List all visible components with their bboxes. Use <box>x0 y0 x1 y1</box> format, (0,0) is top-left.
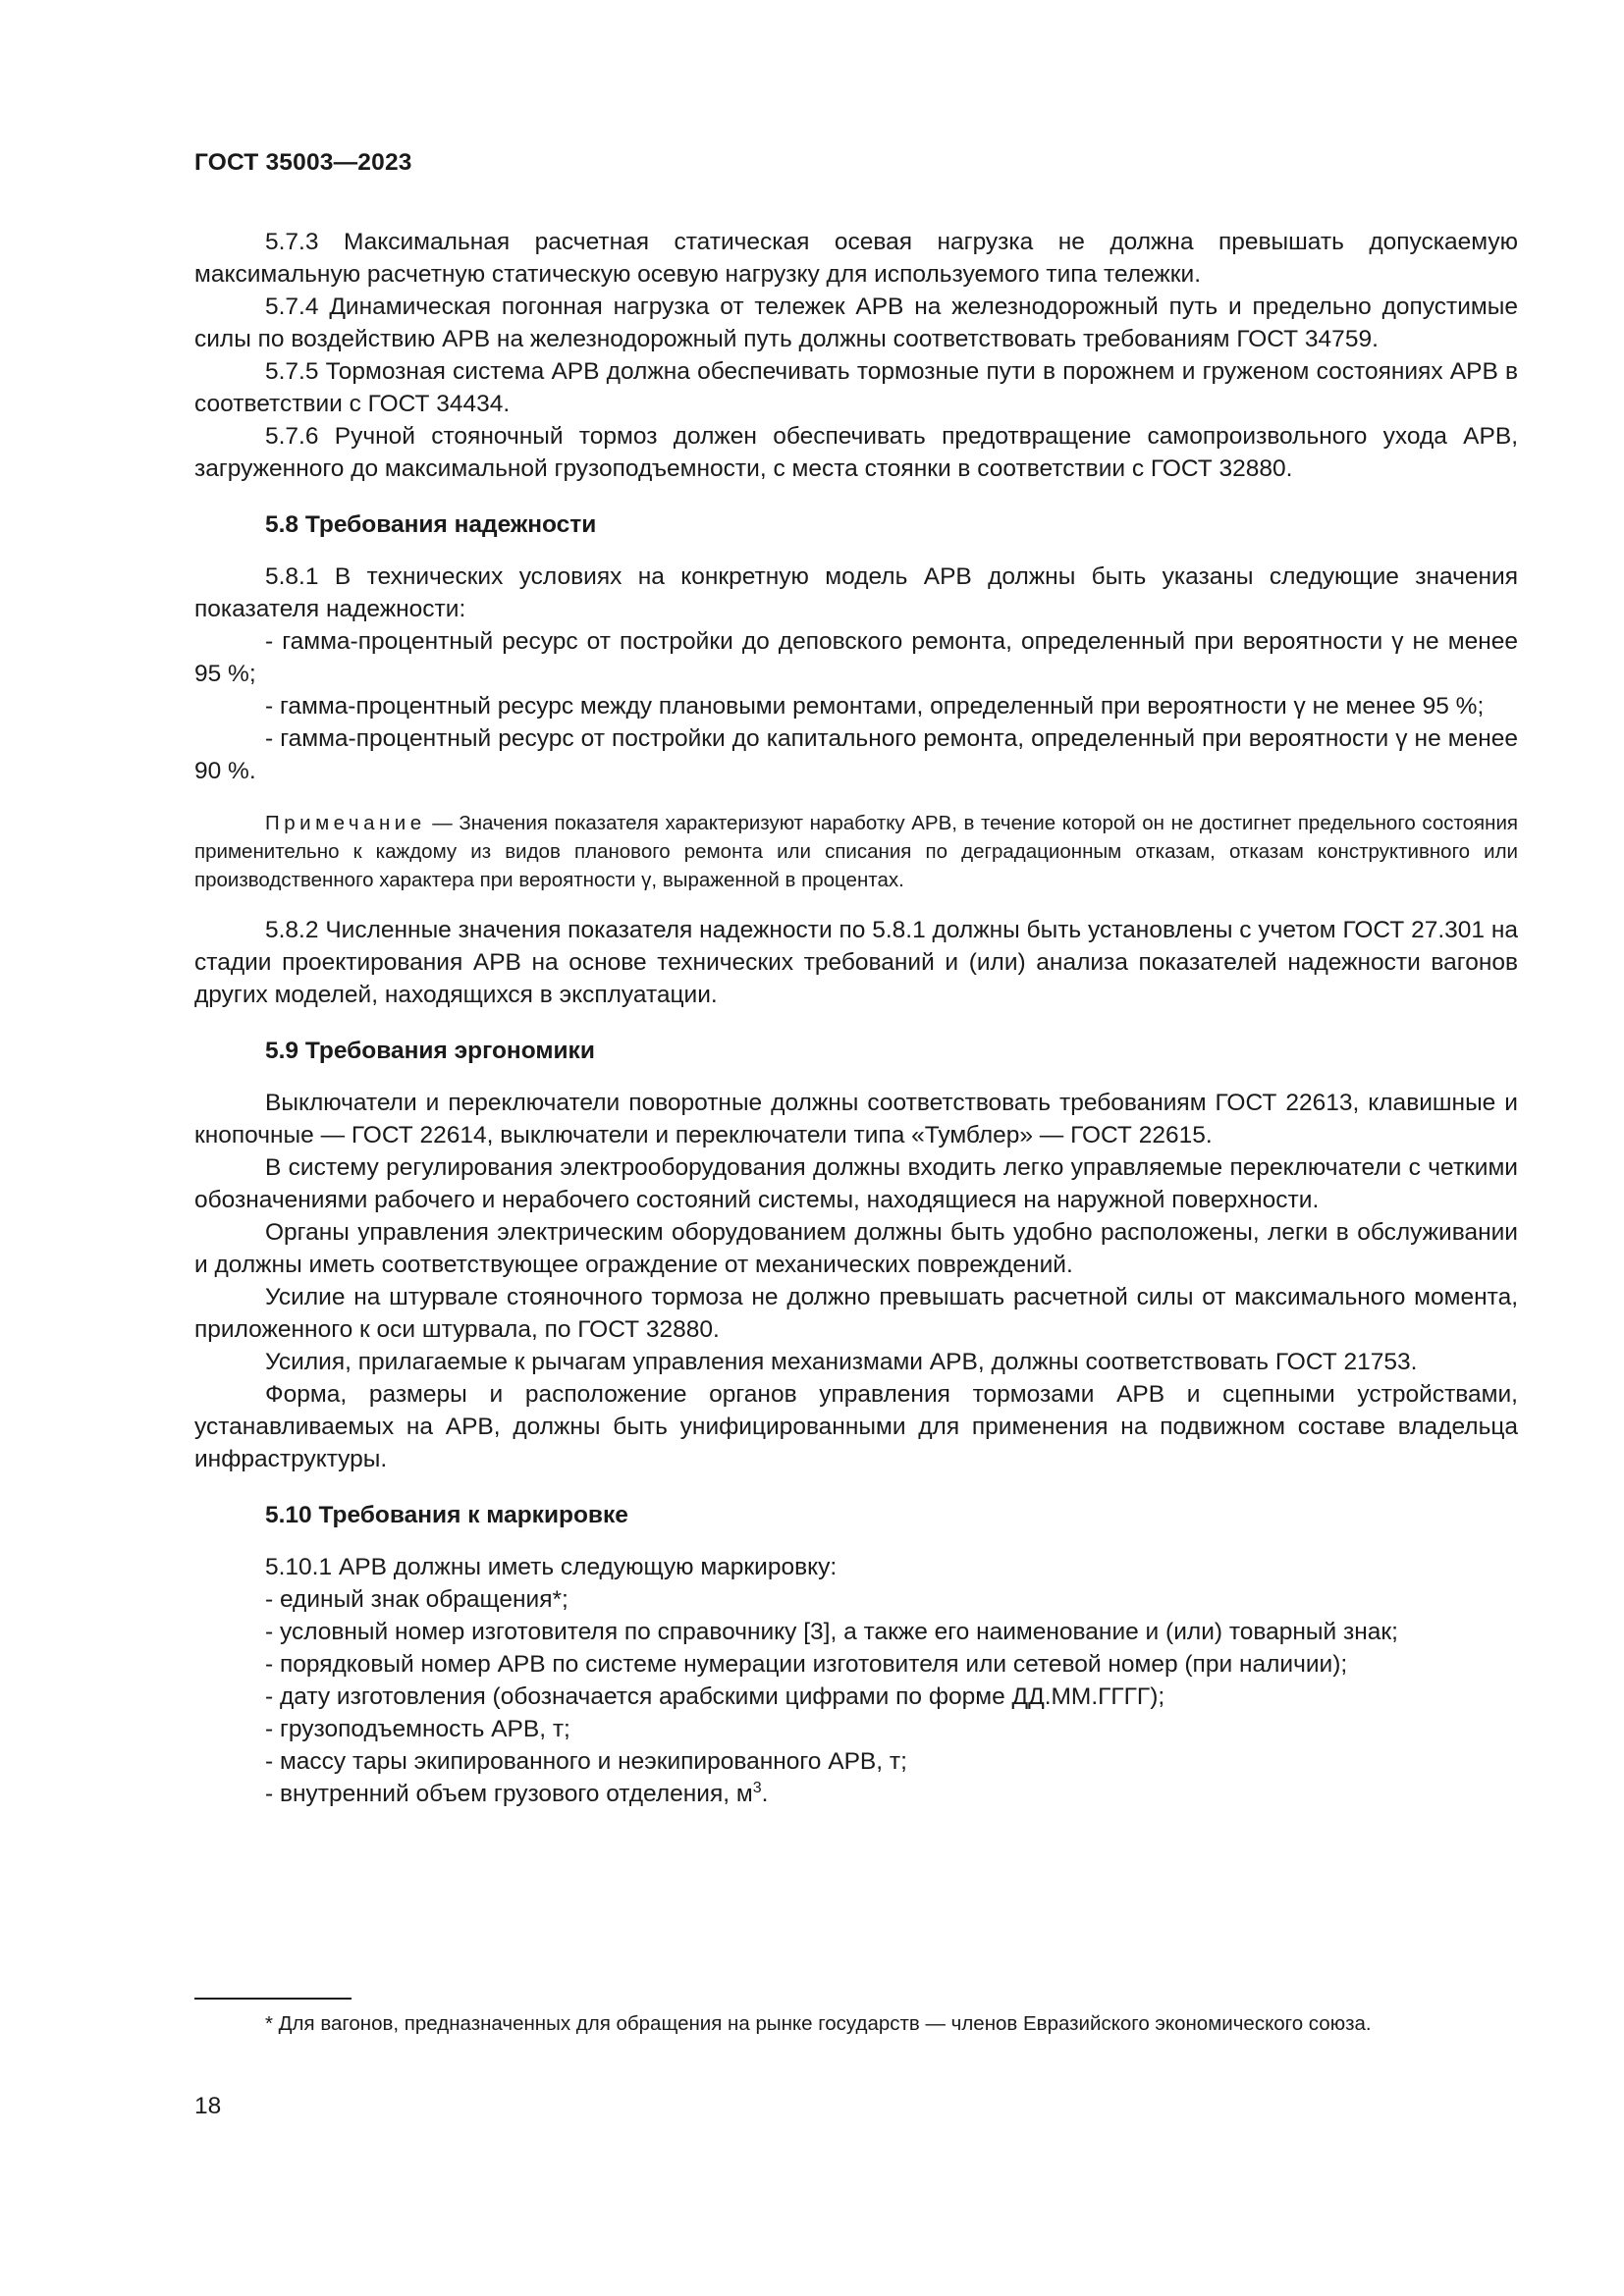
clause-5-10-1: 5.10.1 АРВ должны иметь следующую маркировку: <box>265 1554 838 1580</box>
clause-5-7-3: 5.7.3 Максимальная расчетная статическая осевая нагрузка не должна превышать допускаемую максимальную расчетную статическую осевую нагрузку для используемого типа тележки. <box>194 229 1518 288</box>
ergonomics-paragraph: Органы управления электрическим оборудованием должны быть удобно расположены, легки в обслуживании и должны иметь соответствующее ограждение от механических повреждений. <box>194 1219 1518 1278</box>
list-item-text: - внутренний объем грузового отделения, м <box>265 1781 753 1807</box>
list-item: - единый знак обращения*; <box>265 1586 568 1613</box>
list-item <box>194 1778 1518 1810</box>
clause-5-8-2: 5.8.2 Численные значения показателя надежности по 5.8.1 должны быть установлены с учетом ГОСТ 27.301 на стадии проектирования АРВ на основе технических требований и (или) анализа показателей надежности вагонов других моделей, находящихся в эксплуатации. <box>194 917 1518 1008</box>
ergonomics-paragraph: В систему регулирования электрооборудования должны входить легко управляемые переключатели с четкими обозначениями рабочего и нерабочего состояний системы, находящиеся на наружной поверхности. <box>194 1154 1518 1213</box>
list-item: - гамма-процентный ресурс от постройки до капитального ремонта, определенный при вероятности γ не менее 90 %. <box>194 725 1518 784</box>
clause-5-7-5: 5.7.5 Тормозная система АРВ должна обеспечивать тормозные пути в порожнем и груженом состояниях АРВ в соответствии с ГОСТ 34434. <box>194 358 1518 417</box>
list-item: - дату изготовления (обозначается арабскими цифрами по форме ДД.ММ.ГГГГ); <box>265 1683 1165 1710</box>
ergonomics-paragraph: Усилия, прилагаемые к рычагам управления механизмами АРВ, должны соответствовать ГОСТ 21753. <box>265 1349 1418 1375</box>
note-label: Примечание <box>265 812 426 834</box>
clause-5-7-4: 5.7.4 Динамическая погонная нагрузка от тележек АРВ на железнодорожный путь и предельно допустимые силы по воздействию АРВ на железнодорожный путь должны соответствовать требованиям ГОСТ 34759. <box>194 294 1518 352</box>
list-item: - грузоподъемность АРВ, т; <box>265 1716 570 1742</box>
list-item: - массу тары экипированного и неэкипированного АРВ, т; <box>265 1748 907 1775</box>
note-text: — Значения показателя характеризуют наработку АРВ, в течение которой он не достигнет предельного состояния применительно к каждому из видов планового ремонта или списания по деградационным отказам, отказам конструктивного или производственного характера при вероятности γ, выраженной в процентах. <box>194 812 1518 891</box>
list-item: - гамма-процентный ресурс от постройки до деповского ремонта, определенный при вероятности γ не менее 95 %; <box>194 628 1518 687</box>
footnote-divider <box>194 1998 352 2000</box>
section-heading-5-10: 5.10 Требования к маркировке <box>265 1502 628 1528</box>
document-header-id: ГОСТ 35003—2023 <box>194 149 412 176</box>
footnote: * Для вагонов, предназначенных для обращения на рынке государств — членов Евразийского экономического союза. <box>265 2012 1372 2035</box>
section-heading-5-9: 5.9 Требования эргономики <box>265 1038 595 1064</box>
note-paragraph <box>194 809 1518 894</box>
list-item: - порядковый номер АРВ по системе нумерации изготовителя или сетевой номер (при наличии); <box>265 1651 1348 1678</box>
ergonomics-paragraph: Усилие на штурвале стояночного тормоза не должно превышать расчетной силы от максимального момента, приложенного к оси штурвала, по ГОСТ 32880. <box>194 1284 1518 1343</box>
superscript: 3 <box>752 1779 762 1796</box>
page-number: 18 <box>194 2093 222 2119</box>
clause-5-8-1: 5.8.1 В технических условиях на конкретную модель АРВ должны быть указаны следующие значения показателя надежности: <box>194 563 1518 622</box>
section-heading-5-8: 5.8 Требования надежности <box>265 511 597 538</box>
document-body <box>194 226 1518 1810</box>
ergonomics-paragraph: Выключатели и переключатели поворотные должны соответствовать требованиям ГОСТ 22613, клавишные и кнопочные — ГОСТ 22614, выключатели и переключатели типа «Тумблер» — ГОСТ 22615. <box>194 1090 1518 1148</box>
list-item-end: . <box>761 1781 769 1807</box>
list-item: - условный номер изготовителя по справочнику [3], а также его наименование и (или) товарный знак; <box>265 1619 1398 1645</box>
clause-5-7-6: 5.7.6 Ручной стояночный тормоз должен обеспечивать предотвращение самопроизвольного ухода АРВ, загруженного до максимальной грузоподъемности, с места стоянки в соответствии с ГОСТ 32880. <box>194 423 1518 482</box>
ergonomics-paragraph: Форма, размеры и расположение органов управления тормозами АРВ и сцепными устройствами, устанавливаемых на АРВ, должны быть унифицированными для применения на подвижном составе владельца инфраструктуры. <box>194 1381 1518 1472</box>
list-item: - гамма-процентный ресурс между плановыми ремонтами, определенный при вероятности γ не менее 95 %; <box>265 693 1485 720</box>
